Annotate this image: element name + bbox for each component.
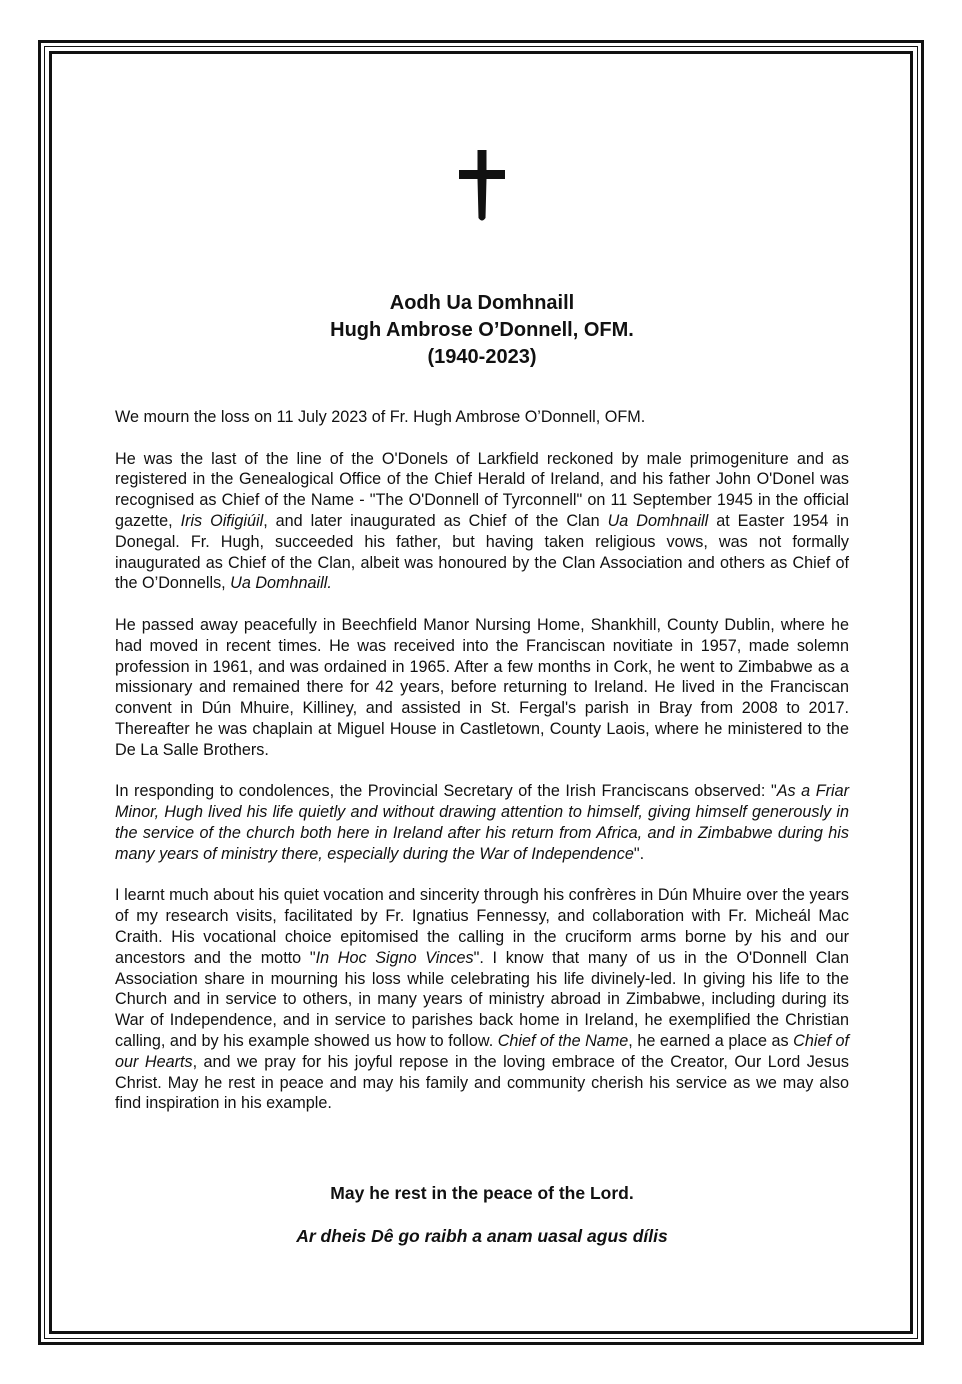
closing-prayer: May he rest in the peace of the Lord.: [330, 1183, 634, 1203]
cross-icon: [458, 150, 506, 222]
paragraph-4: In responding to condolences, the Provincial Secretary of the Irish Franciscans observed: "As a Friar Minor, Hugh lived his life quietly and without drawing attention to himself, giving himself generously in the service of the church both here in Ireland after his return from Africa, and in Zimbabwe during his many years of ministry there, especially during the War of Independence".: [115, 782, 849, 863]
paragraph-5: I learnt much about his quiet vocation and sincerity through his confrères in Dún Mhuire over the years of my research visits, facilitated by Fr. Ignatius Fennessy, and collaboration with Fr. Micheál Mac Craith. His vocational choice epitomised the calling in the cruciform arms borne by his and our ancestors and the motto "In Hoc Signo Vinces". I know that many of us in the O'Donnell Clan Association share in mourning his loss while celebrating his life divinely-led. In giving his life to the Church and in service to others, in many years of ministry abroad in Zimbabwe, including during its War of Independence, and in service to parishes back home in Ireland, he exemplified the Christian calling, and by his example showed us how to follow. Chief of the Name, he earned a place as Chief of our Hearts, and we pray for his joyful repose in the loving embrace of the Creator, Our Lord Jesus Christ. May he rest in peace and may his family and community cherish his service as we may also find inspiration in his example.: [115, 886, 849, 1113]
life-dates: (1940-2023): [427, 346, 537, 368]
closing-irish-prayer: Ar dheis Dê go raibh a anam uasal agus dílis: [296, 1226, 668, 1246]
paragraph-2: He was the last of the line of the O'Donels of Larkfield reckoned by male primogeniture and as registered in the Genealogical Office of the Chief Herald of Ireland, and his father John O'Donel was recognised as Chief of the Name - "The O'Donnell of Tyrconnell" on 11 September 1945 in the official gazette, Iris Oifigiúil, and later inaugurated as Chief of the Clan Ua Domhnaill at Easter 1954 in Donegal. Fr. Hugh, succeeded his father, but having taken religious vows, was not formally inaugurated as Chief of the Clan, albeit was honoured by the Clan Association and others as Chief of the O’Donnells, Ua Domhnaill.: [115, 449, 849, 593]
name-irish: Aodh Ua Domhnaill: [389, 292, 575, 314]
obituary-text: [115, 407, 849, 1135]
paragraph-1: We mourn the loss on 11 July 2023 of Fr. Hugh Ambrose O’Donnell, OFM.: [115, 408, 646, 426]
name-english: Hugh Ambrose O’Donnell, OFM.: [330, 319, 634, 341]
paragraph-3: He passed away peacefully in Beechfield Manor Nursing Home, Shankhill, County Dublin, where he had moved in recent times. He was received into the Franciscan novitiate in 1957, made solemn profession in 1961, and was ordained in 1965. After a few months in Cork, he went to Zimbabwe as a missionary and remained there for 42 years, before returning to Ireland. He lived in the Franciscan convent in Dún Mhuire, Killiney, and assisted in St. Fergal's parish in Bray from 2008 to 2017. Thereafter he was chaplain at Miguel House in Castletown, County Laois, where he ministered to the De La Salle Brothers.: [115, 615, 849, 759]
